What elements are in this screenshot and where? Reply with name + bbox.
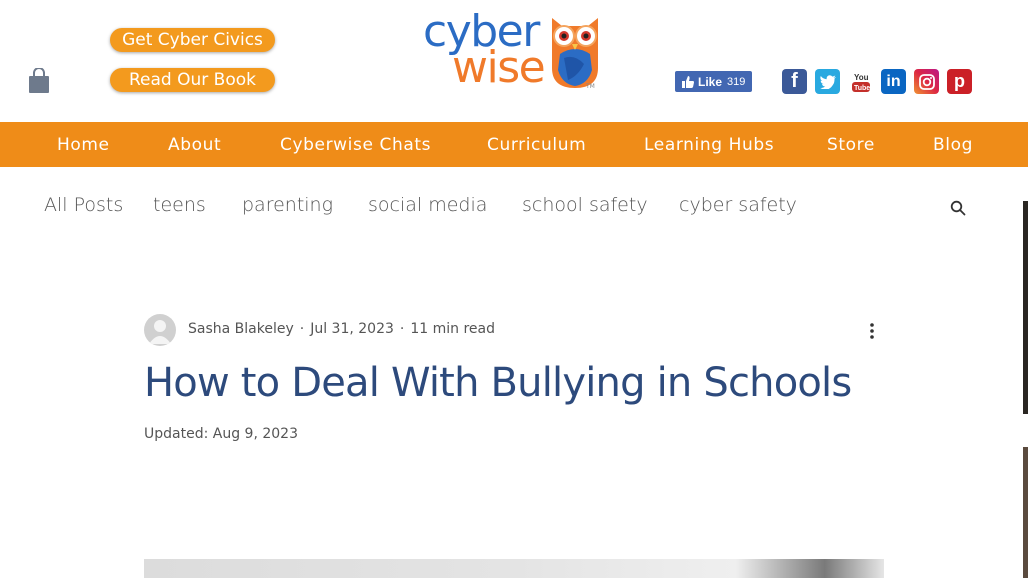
nav-item-home[interactable]: Home <box>57 135 110 155</box>
category-cyber-safety[interactable]: cyber safety <box>679 194 797 216</box>
fb-like-label: Like <box>698 74 723 89</box>
social-links <box>782 69 980 94</box>
author-avatar[interactable] <box>144 314 176 346</box>
nav-item-cyberwise-chats[interactable]: Cyberwise Chats <box>280 135 432 155</box>
read-our-book-button[interactable]: Read Our Book <box>110 68 275 92</box>
author-name[interactable]: Sasha Blakeley <box>188 321 294 337</box>
pinterest-icon[interactable]: p <box>947 69 972 94</box>
linkedin-icon[interactable]: in <box>881 69 906 94</box>
cyberwise-logo[interactable] <box>420 6 605 94</box>
read-time: 11 min read <box>410 321 495 337</box>
more-vertical-icon[interactable] <box>866 321 878 341</box>
nav-item-blog[interactable]: Blog <box>933 135 973 155</box>
logo-text-cyber: cyber <box>423 6 539 57</box>
post-meta <box>188 321 495 337</box>
logo-text-wise: wise <box>452 42 545 93</box>
side-thumbnail[interactable] <box>1023 447 1028 578</box>
side-thumbnail[interactable] <box>1023 201 1028 414</box>
fb-like-count: 319 <box>727 75 746 88</box>
twitter-icon[interactable] <box>815 69 840 94</box>
get-cyber-civics-button[interactable]: Get Cyber Civics <box>110 28 275 52</box>
category-all-posts[interactable]: All Posts <box>44 194 124 216</box>
nav-item-curriculum[interactable]: Curriculum <box>487 135 587 155</box>
logo-trademark: TM <box>586 83 595 90</box>
post-hero-image <box>144 559 884 578</box>
svg-text:Tube: Tube <box>853 84 870 92</box>
category-social-media[interactable]: social media <box>368 194 488 216</box>
svg-text:You: You <box>853 72 869 82</box>
category-teens[interactable]: teens <box>153 194 206 216</box>
meta-separator: · <box>399 321 405 337</box>
category-school-safety[interactable]: school safety <box>522 194 648 216</box>
youtube-icon[interactable] <box>848 69 873 94</box>
post-title: How to Deal With Bullying in Schools <box>144 360 852 406</box>
main-navigation <box>0 122 1028 167</box>
nav-item-learning-hubs[interactable]: Learning Hubs <box>644 135 775 155</box>
search-icon[interactable] <box>950 200 966 216</box>
shopping-bag-icon[interactable] <box>28 68 50 94</box>
post-updated-date: Updated: Aug 9, 2023 <box>144 426 298 442</box>
post-date: Jul 31, 2023 <box>310 321 394 337</box>
category-parenting[interactable]: parenting <box>242 194 334 216</box>
facebook-icon[interactable]: f <box>782 69 807 94</box>
facebook-like-button[interactable] <box>675 71 752 92</box>
owl-logo-icon <box>548 14 602 90</box>
meta-separator: · <box>299 321 305 337</box>
nav-item-about[interactable]: About <box>168 135 222 155</box>
thumbs-up-icon <box>682 76 694 88</box>
nav-item-store[interactable]: Store <box>827 135 875 155</box>
instagram-icon[interactable] <box>914 69 939 94</box>
